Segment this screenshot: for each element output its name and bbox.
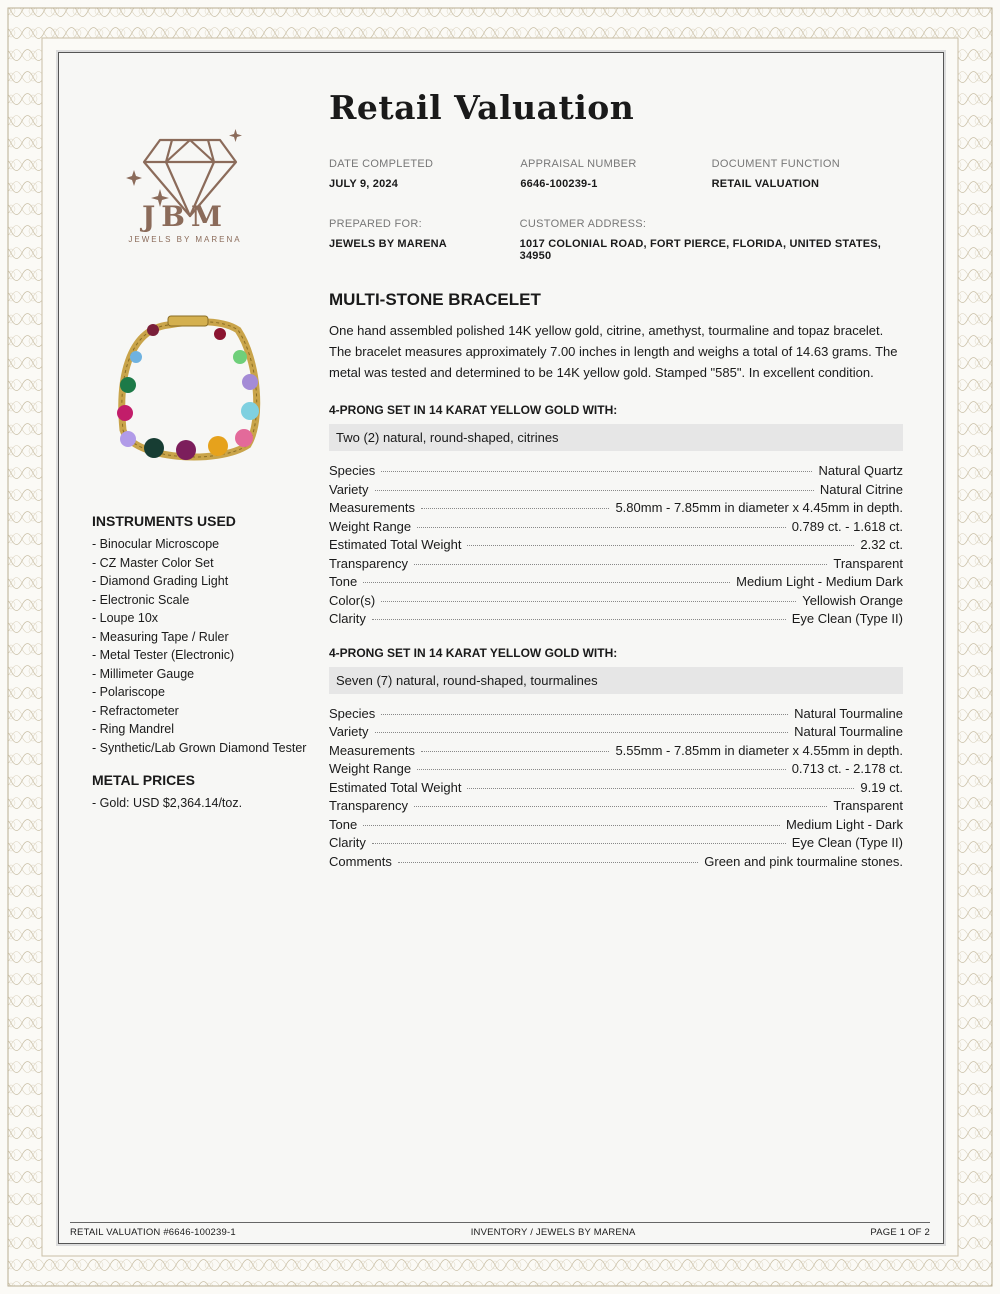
leader-dots	[421, 751, 609, 752]
spec-row	[329, 743, 903, 762]
leader-dots	[467, 545, 854, 546]
logo-tagline: JEWELS BY MARENA	[128, 235, 242, 244]
leader-dots	[381, 601, 796, 602]
spec-row	[329, 835, 903, 854]
spec-key: Species	[329, 705, 376, 721]
logo-wordmark	[120, 200, 250, 244]
page-footer	[70, 1222, 930, 1238]
spec-key: Measurements	[329, 500, 415, 515]
instruments-list	[92, 535, 327, 757]
metal-prices-title: METAL PRICES	[92, 772, 195, 788]
spec-value: Eye Clean (Type II)	[791, 611, 903, 626]
meta-row	[329, 158, 903, 190]
prepared-for	[329, 218, 520, 262]
customer-address-value: 1017 COLONIAL ROAD, FORT PIERCE, FLORIDA, UNITED STATES, 34950	[519, 238, 882, 262]
spec-key: Measurements	[329, 742, 415, 758]
spec-row	[329, 780, 903, 799]
meta-appraisal-number	[520, 158, 711, 190]
leader-dots	[421, 508, 609, 509]
leader-dots	[417, 527, 786, 528]
spec-value: 0.789 ct. - 1.618 ct.	[791, 518, 903, 534]
instrument-item: - Synthetic/Lab Grown Diamond Tester	[92, 739, 327, 758]
stone-group-citrine	[329, 403, 903, 630]
meta-value: JULY 9, 2024	[329, 178, 399, 190]
spec-value: Green and pink tourmaline stones.	[704, 853, 903, 869]
metal-price-item: - Gold: USD $2,364.14/toz.	[92, 794, 322, 813]
group-heading: 4-PRONG SET IN 14 KARAT YELLOW GOLD WITH:	[329, 403, 618, 417]
leader-dots	[363, 825, 780, 826]
leader-dots	[414, 806, 827, 807]
spec-value: Medium Light - Dark	[785, 816, 903, 832]
instrument-item: - Electronic Scale	[92, 591, 327, 610]
spec-key: Comments	[329, 853, 392, 869]
spec-key: Species	[329, 463, 376, 478]
prepared-for-label: PREPARED FOR:	[329, 218, 422, 230]
document-title: Retail Valuation	[329, 88, 635, 127]
instrument-item: - Polariscope	[92, 683, 327, 702]
spec-row	[329, 537, 903, 556]
spec-key: Clarity	[329, 611, 366, 626]
spec-key: Color(s)	[329, 592, 376, 608]
leader-dots	[414, 564, 827, 565]
spec-key: Tone	[329, 574, 358, 589]
spec-row	[329, 593, 903, 612]
instrument-item: - Millimeter Gauge	[92, 665, 327, 684]
leader-dots	[381, 714, 788, 715]
spec-value: Natural Quartz	[818, 463, 903, 478]
group-band: Seven (7) natural, round-shaped, tourmalines	[329, 667, 903, 694]
spec-row	[329, 556, 903, 575]
spec-key: Estimated Total Weight	[329, 537, 462, 552]
instrument-item: - Metal Tester (Electronic)	[92, 646, 327, 665]
footer-inventory: INVENTORY / JEWELS BY MARENA	[470, 1227, 636, 1238]
meta-label: APPRAISAL NUMBER	[520, 158, 637, 170]
spec-key: Clarity	[329, 835, 366, 850]
meta-label: DATE COMPLETED	[329, 158, 434, 170]
meta-value: 6646-100239-1	[520, 178, 598, 190]
leader-dots	[398, 862, 698, 863]
spec-row	[329, 854, 903, 873]
spec-value: 2.32 ct.	[860, 537, 903, 552]
spec-row	[329, 761, 903, 780]
customer-address	[520, 218, 903, 262]
spec-value: Natural Citrine	[819, 481, 903, 497]
spec-value: 0.713 ct. - 2.178 ct.	[791, 761, 903, 776]
valuation-body	[329, 88, 903, 888]
spec-key: Tone	[329, 816, 358, 832]
spec-row	[329, 463, 903, 482]
meta-function	[712, 158, 903, 190]
spec-row	[329, 500, 903, 519]
spec-key: Estimated Total Weight	[329, 779, 462, 795]
leader-dots	[363, 582, 730, 583]
group-heading: 4-PRONG SET IN 14 KARAT YELLOW GOLD WITH:	[329, 645, 618, 660]
spec-row	[329, 706, 903, 725]
instrument-item: - Measuring Tape / Ruler	[92, 628, 327, 647]
prepared-for-value: JEWELS BY MARENA	[329, 238, 447, 250]
spec-value: 9.19 ct.	[860, 779, 903, 795]
item-title: MULTI-STONE BRACELET	[329, 290, 541, 309]
spec-key: Weight Range	[329, 518, 412, 534]
client-row	[329, 218, 903, 262]
spec-value: Eye Clean (Type II)	[791, 835, 903, 850]
spec-key: Variety	[329, 481, 369, 497]
instruments-section	[92, 513, 327, 757]
spec-row	[329, 724, 903, 743]
spec-key: Weight Range	[329, 761, 412, 776]
spec-row	[329, 574, 903, 593]
spec-value: 5.55mm - 7.85mm in diameter x 4.55mm in depth.	[615, 742, 903, 758]
spec-row	[329, 611, 903, 630]
metal-prices-list	[92, 794, 322, 813]
instrument-item: - CZ Master Color Set	[92, 554, 327, 573]
instrument-item: - Refractometer	[92, 702, 327, 721]
meta-date	[329, 158, 520, 190]
customer-address-label: CUSTOMER ADDRESS:	[519, 218, 647, 230]
meta-label: DOCUMENT FUNCTION	[711, 158, 840, 170]
leader-dots	[375, 732, 789, 733]
instruments-title: INSTRUMENTS USED	[92, 513, 236, 529]
leader-dots	[375, 490, 814, 491]
instrument-item: - Binocular Microscope	[92, 535, 327, 554]
spec-value: Natural Tourmaline	[794, 705, 903, 721]
spec-row	[329, 798, 903, 817]
spec-value: Transparent	[833, 555, 903, 571]
instrument-item: - Ring Mandrel	[92, 720, 327, 739]
leader-dots	[372, 843, 786, 844]
spec-value: Transparent	[833, 798, 903, 813]
instrument-item: - Loupe 10x	[92, 609, 327, 628]
spec-key: Transparency	[329, 798, 408, 813]
spec-value: Natural Tourmaline	[794, 724, 903, 739]
footer-page-number: PAGE 1 OF 2	[870, 1227, 930, 1238]
leader-dots	[417, 769, 786, 770]
group-band: Two (2) natural, round-shaped, citrines	[329, 424, 903, 451]
leader-dots	[467, 788, 854, 789]
spec-row	[329, 482, 903, 501]
spec-row	[329, 519, 903, 538]
logo-letters: JBM	[142, 200, 228, 233]
leader-dots	[372, 619, 786, 620]
spec-key: Variety	[329, 724, 369, 739]
stone-group-tourmaline	[329, 646, 903, 873]
spec-value: 5.80mm - 7.85mm in diameter x 4.45mm in depth.	[615, 500, 903, 515]
leader-dots	[381, 471, 812, 472]
bracelet-photo	[108, 310, 268, 475]
instrument-item: - Diamond Grading Light	[92, 572, 327, 591]
meta-value: RETAIL VALUATION	[711, 178, 820, 190]
spec-value: Yellowish Orange	[802, 592, 903, 608]
metal-prices-section	[92, 772, 322, 813]
spec-row	[329, 817, 903, 836]
footer-reference: RETAIL VALUATION #6646-100239-1	[70, 1227, 236, 1238]
item-description: One hand assembled polished 14K yellow gold, citrine, amethyst, tourmaline and topaz bracelet. The bracelet measures approximately 7.00 inches in length and weighs a total of 14.63 grams. The metal was tested and determined to be 14K yellow gold. Stamped "585". In excellent condition.	[329, 323, 898, 380]
spec-value: Medium Light - Medium Dark	[736, 574, 903, 589]
spec-key: Transparency	[329, 555, 408, 571]
